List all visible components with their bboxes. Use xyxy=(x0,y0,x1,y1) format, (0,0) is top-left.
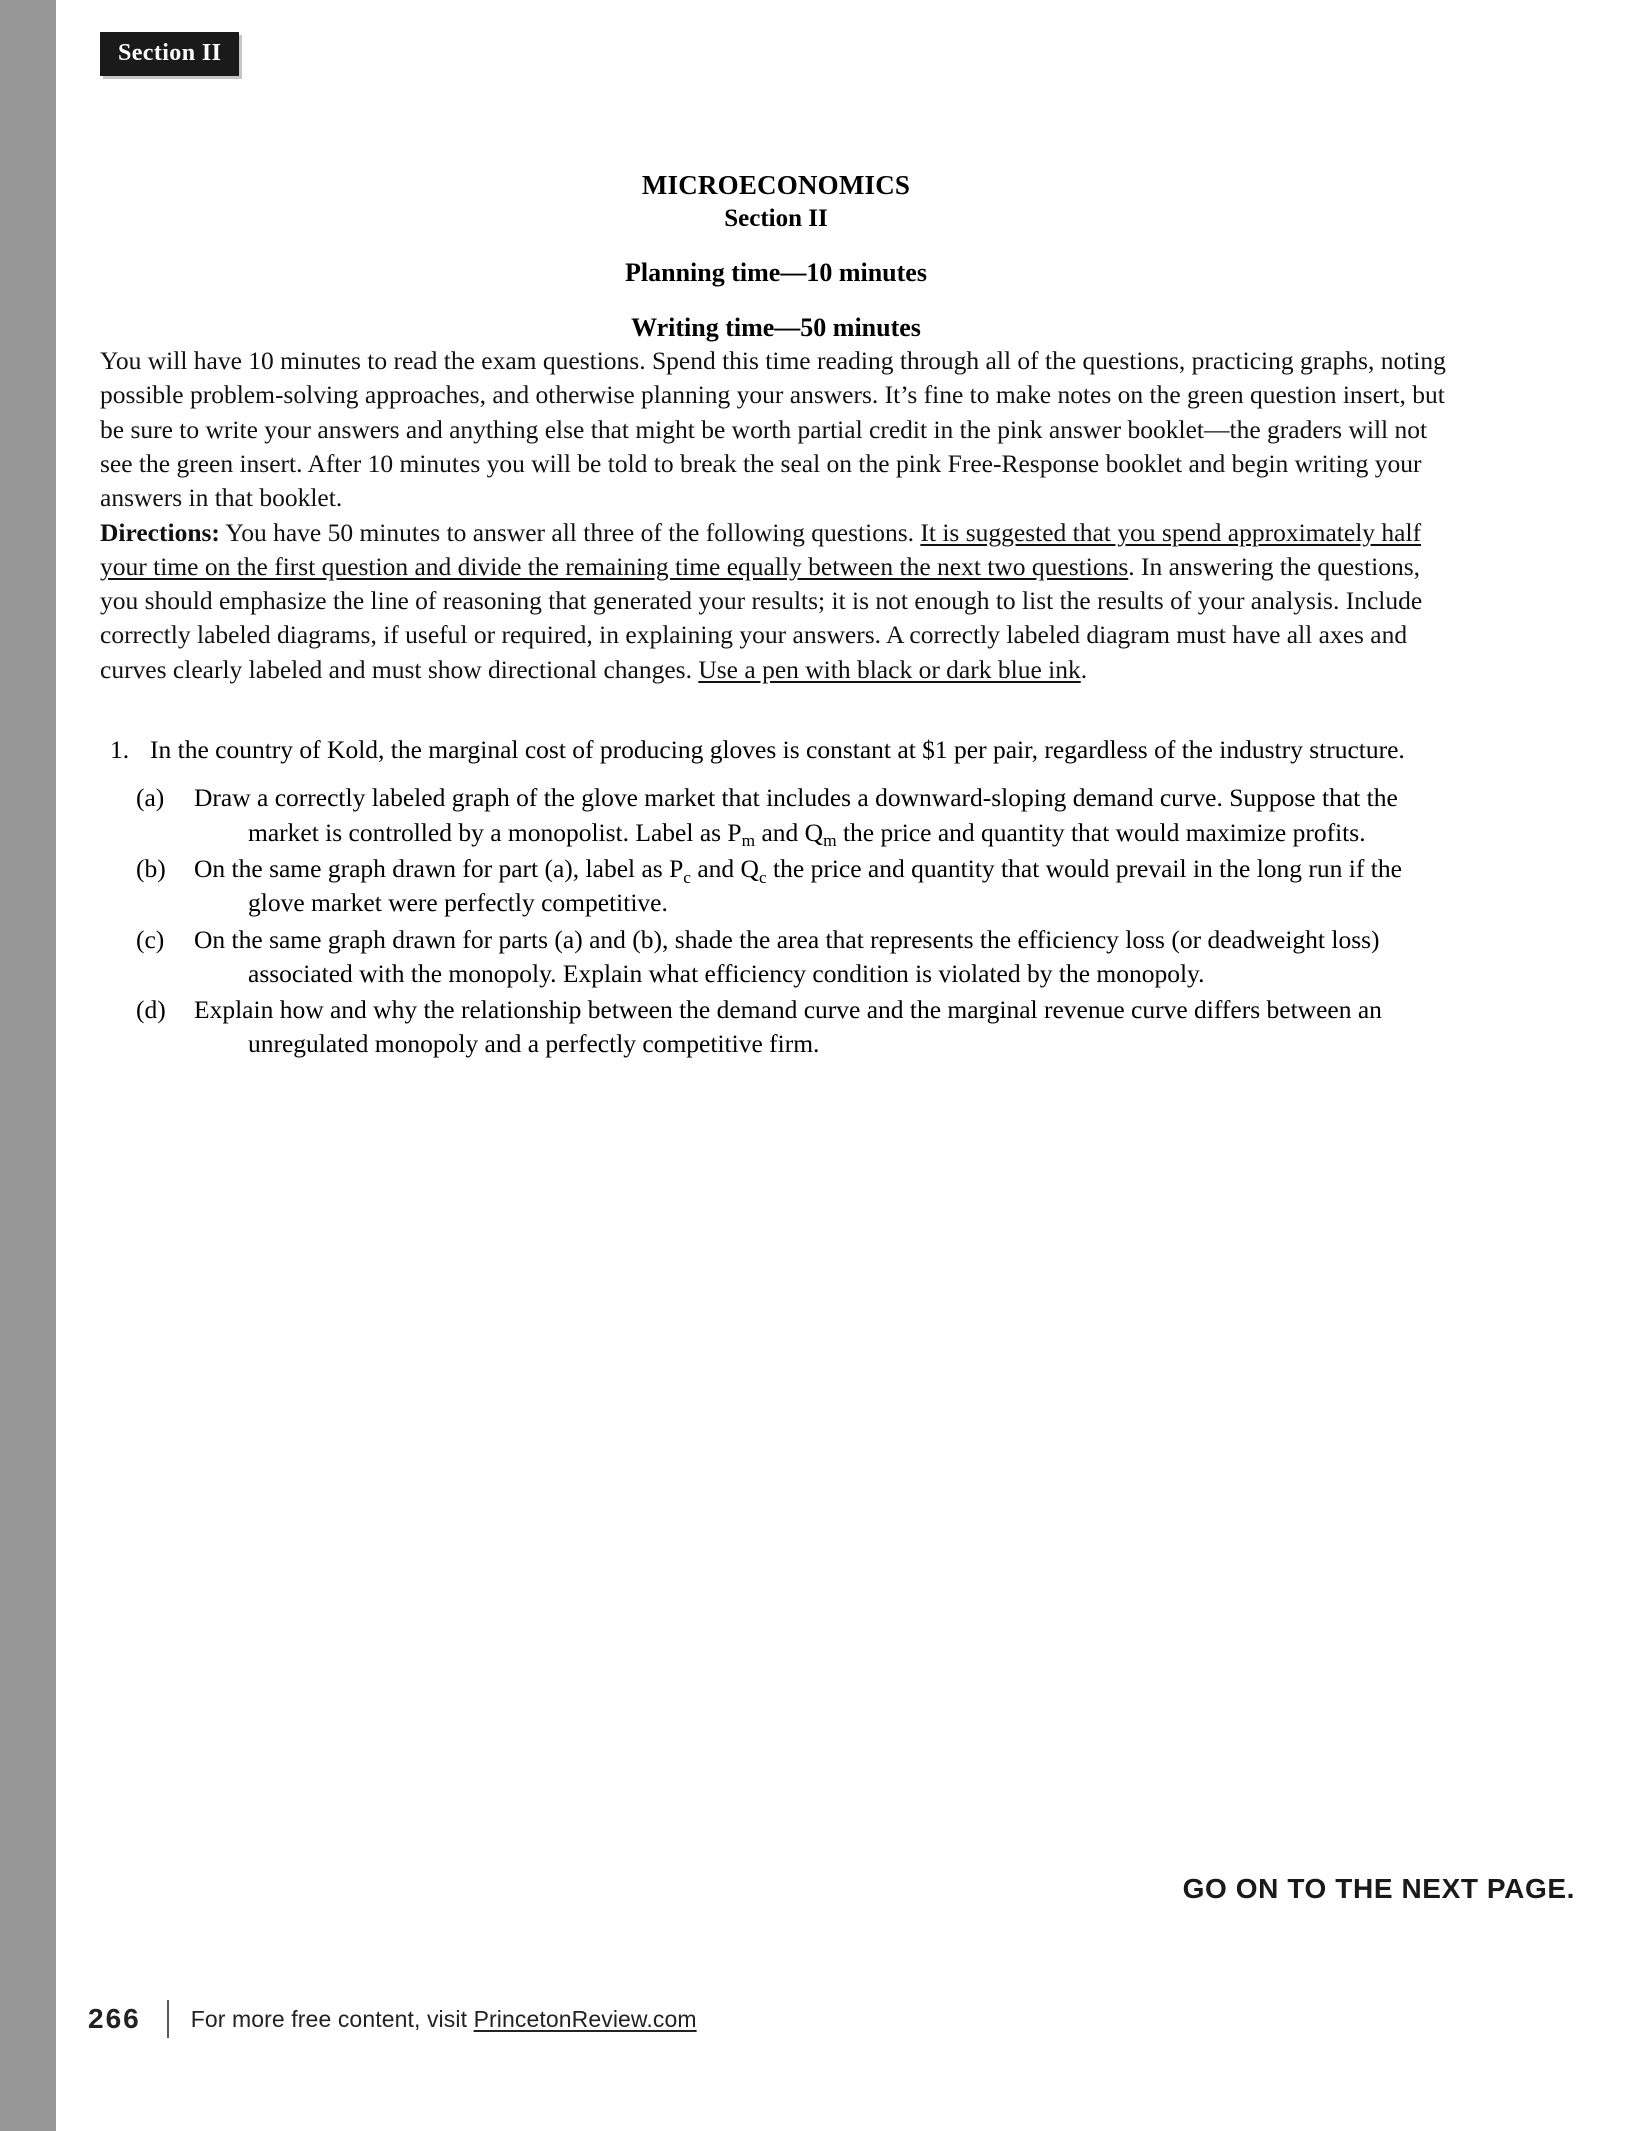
part-a-text-after: the price and quantity that would maximize profits. xyxy=(836,817,1366,847)
footer-text-label: For more free content, visit xyxy=(190,2005,474,2032)
section-title: Section II xyxy=(724,204,828,232)
question-1-part-a xyxy=(136,781,1452,850)
question-1-subparts xyxy=(136,781,1452,1061)
part-d-text xyxy=(194,993,1452,1062)
exam-heading-block xyxy=(100,168,1452,344)
question-1 xyxy=(100,733,1452,1062)
writing-time: Writing time—50 minutes xyxy=(631,312,921,342)
part-d-text-body: Explain how and why the relationship between the demand curve and the marginal revenue curve differs between an unregulated monopoly and a perfectly competitive firm. xyxy=(194,995,1382,1059)
part-a-sub-2: m xyxy=(823,831,837,851)
part-b-sub-2: c xyxy=(758,867,767,887)
part-b-text-mid: and Q xyxy=(690,853,759,883)
section-tab-label: Section II xyxy=(118,40,222,66)
directions-part3: . xyxy=(1080,654,1088,684)
directions-underlined-1: It is suggested that you spend approximately half your time on the first question and divide the remaining time equally between the next two questions xyxy=(100,517,1422,581)
directions-underlined-2: Use a pen with black or dark blue ink xyxy=(698,654,1081,684)
part-c-text xyxy=(194,923,1452,992)
page-number: 266 xyxy=(88,2003,141,2034)
part-c-label: (c) xyxy=(136,924,165,954)
question-1-stem: In the country of Kold, the marginal cost of producing gloves is constant at $1 per pair, regardless of the industry structure. xyxy=(150,735,1405,765)
part-a-text xyxy=(194,781,1452,850)
part-b-label: (b) xyxy=(136,853,166,883)
page-content xyxy=(100,0,1452,1064)
part-a-text-before: Draw a correctly labeled graph of the glove market that includes a downward-sloping demand curve. Suppose that the market is controlled by a monopolist. Label as P xyxy=(194,783,1398,847)
part-a-sub-1: m xyxy=(741,831,756,851)
planning-time: Planning time—10 minutes xyxy=(625,258,927,288)
go-on-notice: GO ON TO THE NEXT PAGE. xyxy=(1182,1873,1575,1904)
left-gutter-bar xyxy=(0,0,56,2131)
page-footer xyxy=(88,2000,697,2038)
directions-part1: You have 50 minutes to answer all three of the following questions. xyxy=(219,517,921,547)
part-a-text-mid: and Q xyxy=(755,817,824,847)
directions-paragraph xyxy=(100,516,1452,687)
question-1-part-b xyxy=(136,852,1452,921)
question-1-number: 1. xyxy=(110,735,130,765)
part-d-label: (d) xyxy=(136,995,166,1025)
directions-label: Directions: xyxy=(100,517,220,547)
part-c-text-body: On the same graph drawn for parts (a) and (b), shade the area that represents the efficiency loss (or deadweight loss) associated with the monopoly. Explain what efficiency condition is violated by the monopoly. xyxy=(194,924,1380,988)
part-b-text-after: the price and quantity that would prevail in the long run if the glove market were perfectly competitive. xyxy=(248,853,1402,918)
footer-link[interactable]: PrincetonReview.com xyxy=(473,2005,697,2032)
footer-text xyxy=(191,2006,697,2033)
footer-divider xyxy=(167,2000,169,2038)
question-1-part-d xyxy=(136,993,1452,1062)
intro-paragraph: You will have 10 minutes to read the exam questions. Spend this time reading through all of the questions, practicing graphs, noting possible problem-solving approaches, and otherwise planning your answers. It’s fine to make notes on the green question insert, but be sure to write your answers and anything else that might be worth partial credit in the pink answer booklet—the graders will not see the green insert. After 10 minutes you will be told to break the seal on the pink Free-Response booklet and begin writing your answers in that booklet. xyxy=(100,346,1446,513)
part-a-label: (a) xyxy=(136,783,165,813)
part-b-text-before: On the same graph drawn for part (a), label as P xyxy=(194,853,684,883)
part-b-text xyxy=(194,852,1452,921)
subject-title: MICROECONOMICS xyxy=(641,170,911,200)
part-b-sub-1: c xyxy=(683,867,691,887)
directions-part2: . In answering the questions, you should emphasize the line of reasoning that generated your results; it is not enough to list the results of your analysis. Include correctly labeled diagrams, if useful or required, in explaining your answers. A correctly labeled diagram must have all axes and curves clearly labeled and must show directional changes. xyxy=(100,551,1423,684)
question-1-part-c xyxy=(136,923,1452,992)
question-1-stem-row xyxy=(100,733,1452,767)
